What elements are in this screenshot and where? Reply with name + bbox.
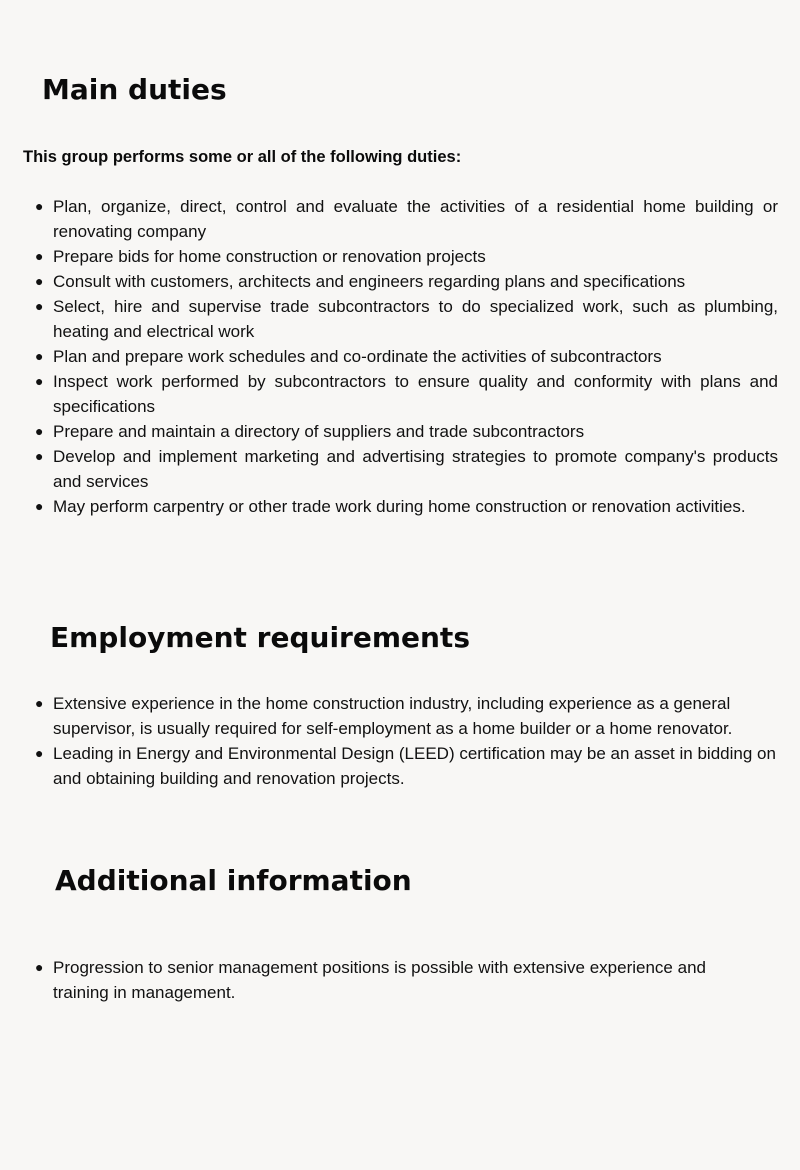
bullet-icon: ● <box>35 498 44 514</box>
bullet-icon: ● <box>35 745 44 761</box>
bullet-icon: ● <box>35 273 44 289</box>
bullet-icon: ● <box>35 959 44 975</box>
list-item: ● Inspect work performed by subcontractors to ensure quality and conformity with plans and specifications <box>22 369 778 419</box>
list-item: ● Plan and prepare work schedules and co-ordinate the activities of subcontractors <box>22 344 778 369</box>
list-item: ● Prepare and maintain a directory of suppliers and trade subcontractors <box>22 419 778 444</box>
additional-information-heading: Additional information <box>55 864 412 897</box>
bullet-icon: ● <box>35 348 44 364</box>
additional-information-list <box>22 955 762 1005</box>
bullet-icon: ● <box>35 695 44 711</box>
list-item: ● Plan, organize, direct, control and evaluate the activities of a residential home building or renovating company <box>22 194 778 244</box>
duties-intro: This group performs some or all of the following duties: <box>23 148 462 166</box>
list-item: ● Consult with customers, architects and engineers regarding plans and specifications <box>22 269 778 294</box>
main-duties-heading: Main duties <box>42 73 227 106</box>
bullet-icon: ● <box>35 373 44 389</box>
bullet-icon: ● <box>35 248 44 264</box>
list-item: ● Progression to senior management positions is possible with extensive experience and training in management. <box>22 955 762 1005</box>
bullet-icon: ● <box>35 198 44 214</box>
list-item: ● Prepare bids for home construction or renovation projects <box>22 244 778 269</box>
employment-requirements-list <box>22 691 784 791</box>
bullet-icon: ● <box>35 448 44 464</box>
bullet-icon: ● <box>35 423 44 439</box>
list-item: ● Leading in Energy and Environmental Design (LEED) certification may be an asset in bidding on and obtaining building and renovation projects. <box>22 741 784 791</box>
list-item: ● Develop and implement marketing and advertising strategies to promote company's products and services <box>22 444 778 494</box>
bullet-icon: ● <box>35 298 44 314</box>
list-item: ● Extensive experience in the home construction industry, including experience as a general supervisor, is usually required for self-employment as a home builder or a home renovator. <box>22 691 784 741</box>
employment-requirements-heading: Employment requirements <box>50 621 470 654</box>
list-item: ● May perform carpentry or other trade work during home construction or renovation activities. <box>22 494 778 519</box>
list-item: ● Select, hire and supervise trade subcontractors to do specialized work, such as plumbing, heating and electrical work <box>22 294 778 344</box>
main-duties-list <box>22 194 778 519</box>
